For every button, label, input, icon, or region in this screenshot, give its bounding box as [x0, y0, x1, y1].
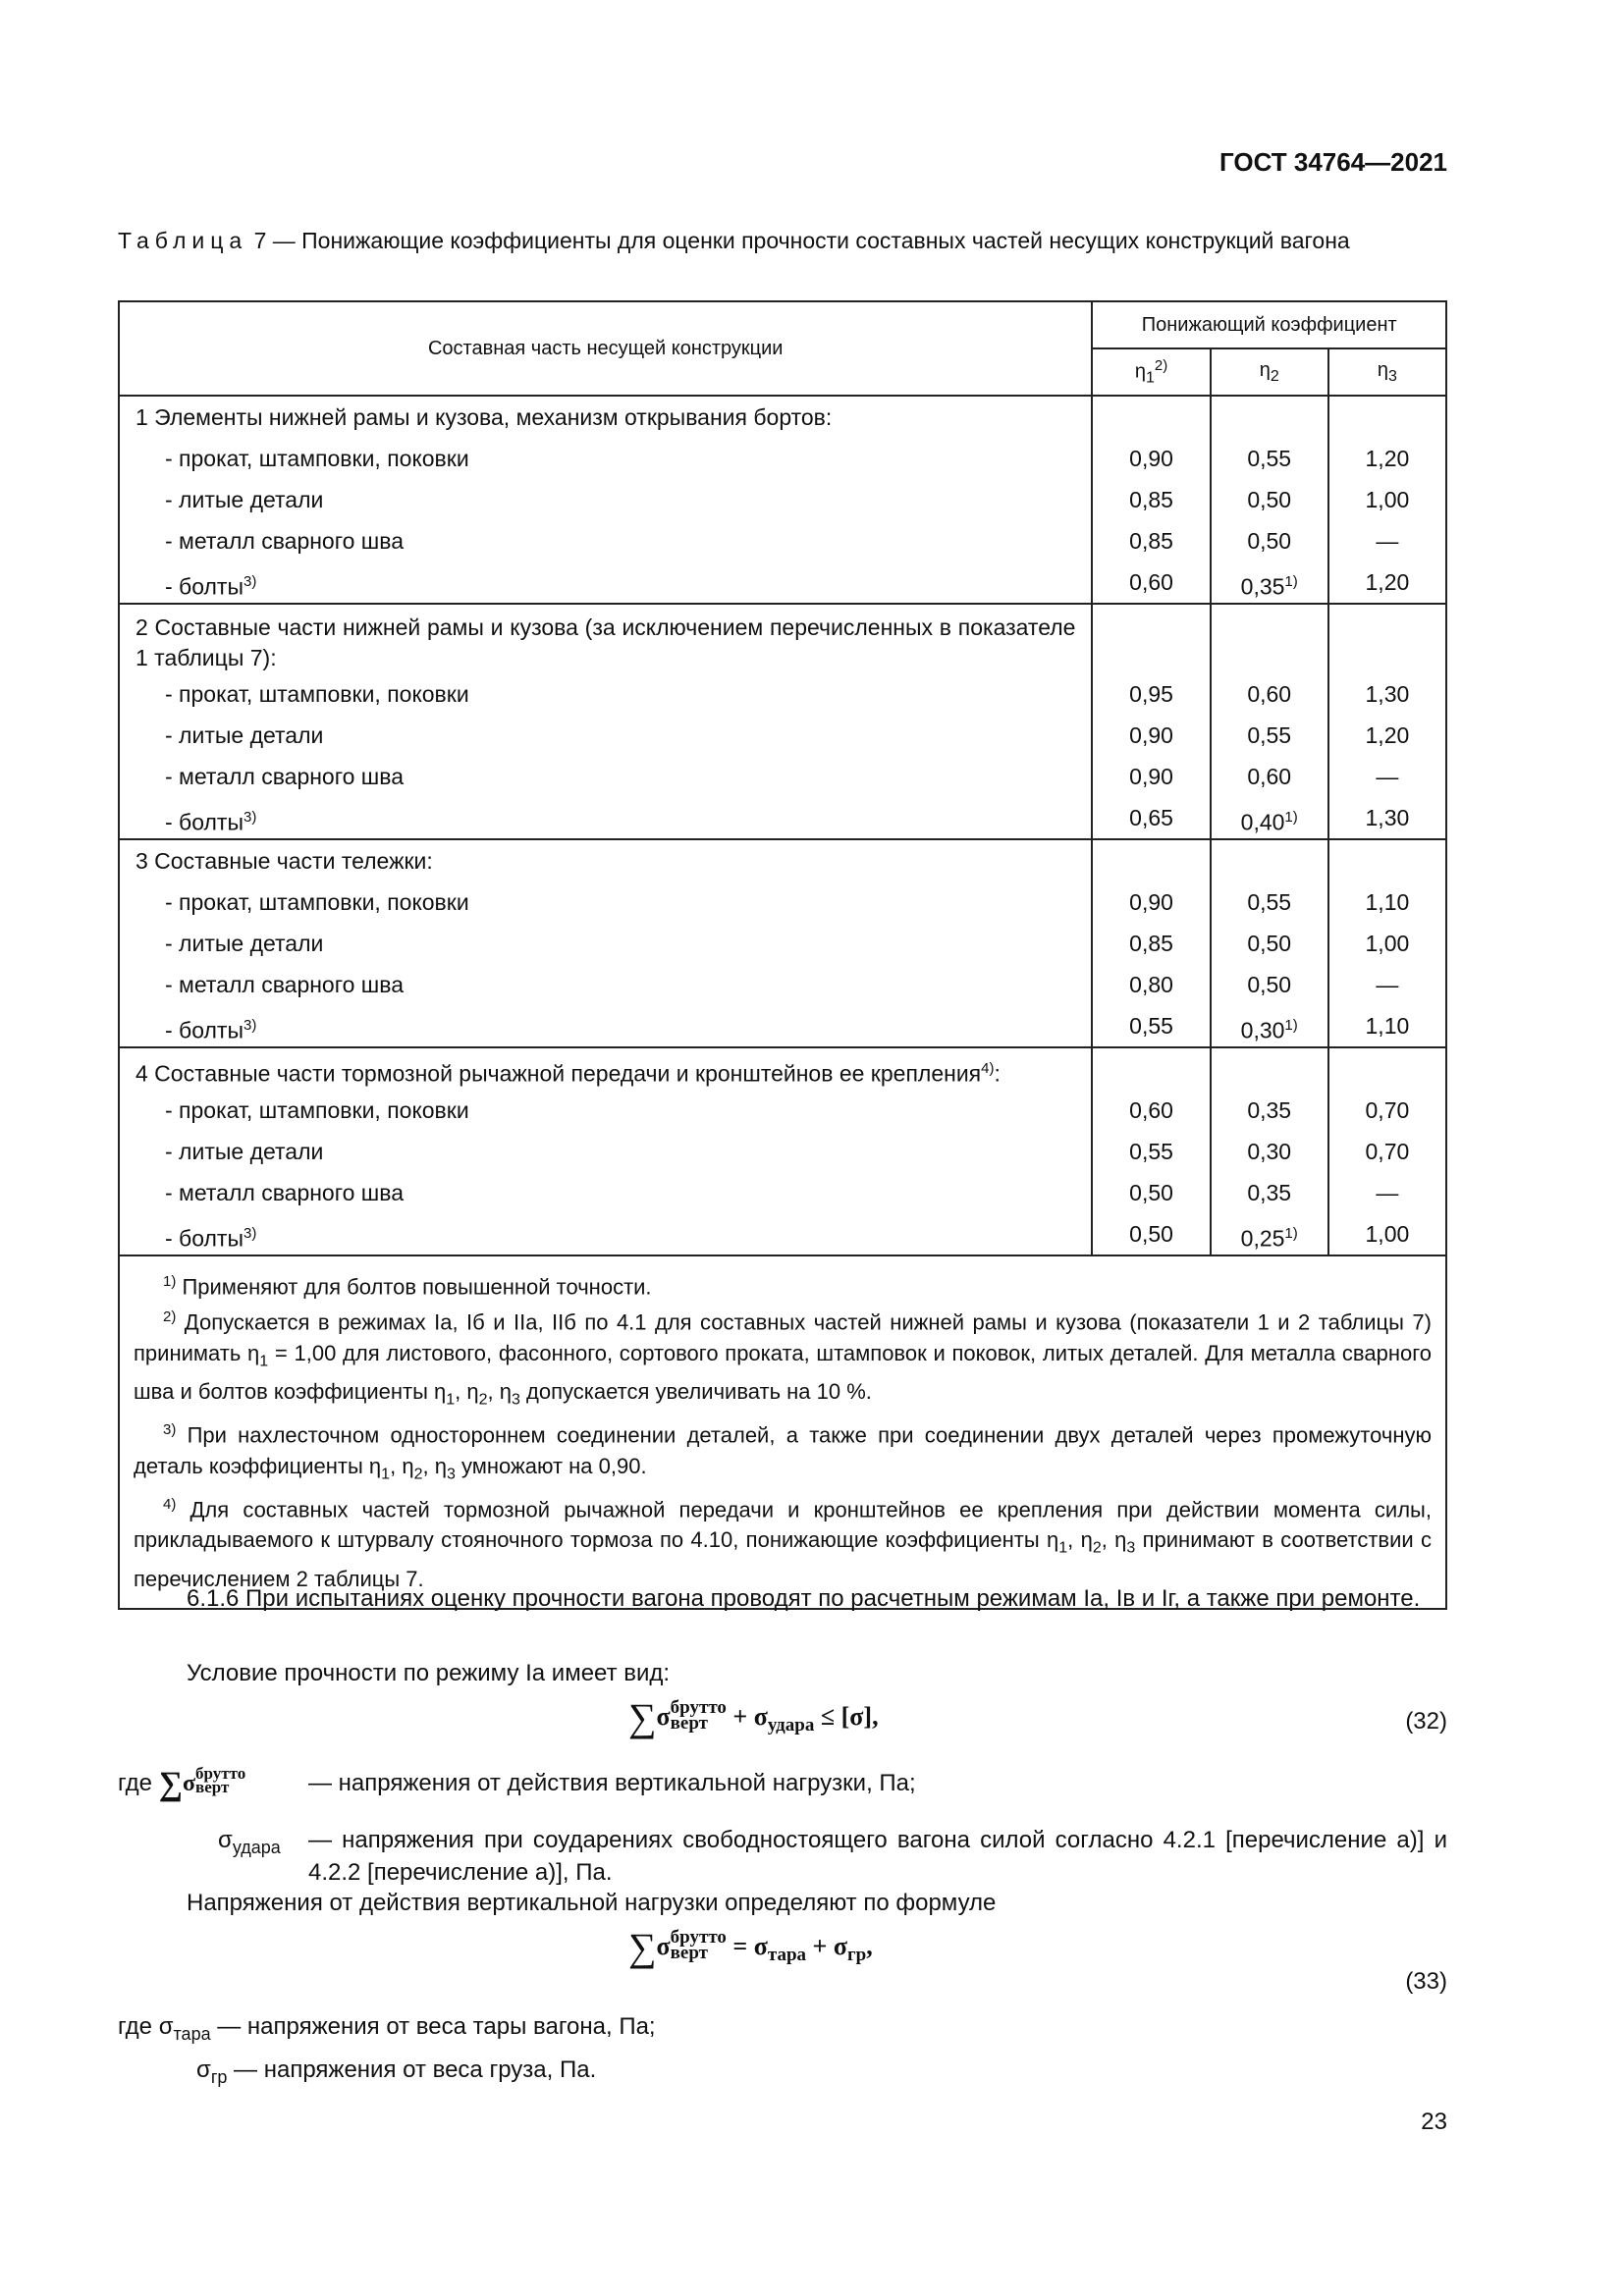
section-title: 4 Составные части тормозной рычажной передачи и кронштейнов ее крепления$^{4)}$:	[135, 1060, 1001, 1087]
formula-33: ∑σ брутто верт = $\sigma_{тара} + \sigma_{гр}$,	[628, 1925, 873, 1969]
definition-sigma-impact-text: — напряжения при соударениях свободностоящего вагона силой согласно 4.2.1 [перечисление а)] и 4.2.2 [перечисление а)], Па.	[308, 1827, 1447, 1886]
coefficients-table	[118, 300, 1447, 1610]
coefficient-e3: 1,10	[1365, 1013, 1410, 1039]
header-coefficient: Понижающий коэффициент	[1092, 301, 1446, 348]
coefficient-e1: 0,60	[1129, 1097, 1173, 1123]
row-label: - литые детали	[165, 931, 324, 956]
header-eta2: $\eta_2$	[1211, 348, 1328, 396]
coefficient-e1: 0,90	[1129, 889, 1173, 915]
coefficient-e2: 0,40$^{1)}$	[1240, 809, 1298, 835]
paragraph-vertical-load: Напряжения от действия вертикальной нагрузки определяют по формуле	[187, 1890, 997, 1916]
definition-sigma-impact: $\sigma_{удара}$	[218, 1827, 281, 1857]
row-label: - литые детали	[165, 722, 324, 748]
table-section	[119, 396, 1446, 604]
coefficient-e3: 1,20	[1365, 446, 1410, 471]
equation-number-33: (33)	[1405, 1968, 1447, 1995]
row-label: - прокат, штамповки, поковки	[165, 446, 469, 471]
header-eta1: $\eta_1^{2)}$	[1092, 348, 1210, 396]
definition-sum-text: — напряжения от действия вертикальной нагрузки, Па;	[308, 1770, 916, 1796]
coefficient-e2: 0,60	[1247, 681, 1292, 707]
coefficient-e2: 0,50	[1247, 528, 1292, 554]
row-label: - прокат, штамповки, поковки	[165, 889, 469, 915]
paragraph-6-1-6: 6.1.6 При испытаниях оценку прочности вагона проводят по расчетным режимам Iа, Iв и Iг, а также при ремонте.	[187, 1585, 1421, 1612]
definition-sigma-cargo: $\sigma_{гр}$ — напряжения от веса груза, Па.	[196, 2056, 597, 2087]
section-title: 3 Составные части тележки:	[135, 848, 433, 874]
coefficient-e1: 0,60	[1129, 569, 1173, 595]
coefficient-e2: 0,50	[1247, 931, 1292, 956]
coefficient-e3: —	[1376, 972, 1399, 997]
table-caption	[118, 226, 1443, 256]
caption-text: 7 — Понижающие коэффициенты для оценки прочности составных частей несущих конструкций вагона	[247, 228, 1350, 253]
coefficient-e1: 0,90	[1129, 722, 1173, 748]
coefficient-e2: 0,35	[1247, 1097, 1292, 1123]
coefficient-e3: 1,00	[1365, 487, 1410, 512]
coefficient-e1: 0,80	[1129, 972, 1173, 997]
coefficient-e3: 1,10	[1365, 889, 1410, 915]
coefficient-e3: —	[1376, 764, 1399, 789]
coefficient-e3: 1,20	[1365, 569, 1410, 595]
table-section	[119, 839, 1446, 1047]
definition-sum: где ∑σ брутто верт	[118, 1764, 246, 1802]
table-section	[119, 604, 1446, 839]
coefficient-e2: 0,55	[1247, 446, 1292, 471]
row-label: - литые детали	[165, 487, 324, 512]
coefficient-e1: 0,90	[1129, 764, 1173, 789]
coefficient-e2: 0,50	[1247, 972, 1292, 997]
coefficient-e1: 0,85	[1129, 931, 1173, 956]
coefficient-e3: 1,20	[1365, 722, 1410, 748]
coefficient-e2: 0,30$^{1)}$	[1240, 1017, 1298, 1043]
row-label: - металл сварного шва	[165, 972, 404, 997]
coefficient-e1: 0,85	[1129, 528, 1173, 554]
table-section	[119, 1047, 1446, 1255]
row-label: - литые детали	[165, 1139, 324, 1164]
coefficient-e3: —	[1376, 528, 1399, 554]
row-label: - болты$^{3)}$	[165, 809, 257, 835]
coefficient-e3: 1,30	[1365, 681, 1410, 707]
coefficient-e1: 0,50	[1129, 1221, 1173, 1247]
table-notes	[119, 1255, 1446, 1609]
section-title: 1 Элементы нижней рамы и кузова, механизм открывания бортов:	[135, 404, 833, 430]
page-number: 23	[1421, 2109, 1447, 2135]
note-1: $^{1)}$ Применяют для болтов повышенной точности.	[163, 1273, 652, 1300]
row-label: - металл сварного шва	[165, 764, 404, 789]
coefficient-e2: 0,55	[1247, 722, 1292, 748]
equation-number-32: (32)	[1405, 1708, 1447, 1735]
row-label: - прокат, штамповки, поковки	[165, 681, 469, 707]
row-label: - металл сварного шва	[165, 1180, 404, 1205]
coefficient-e3: 1,30	[1365, 805, 1410, 830]
coefficient-e3: 0,70	[1365, 1097, 1410, 1123]
coefficient-e3: 0,70	[1365, 1139, 1410, 1164]
note-2: $^{2)}$ Допускается в режимах Iа, Iб и IIа, IIб по 4.1 для составных частей нижней рамы и кузова (показатели 1 и 2 таблицы 7) принимать $\eta_1 = 1,00$ для листового, фасонного, сортового проката, штамповок и поковок, литых деталей. Для металла сварного шва и болтов коэффициенты $\eta_1$, $\eta_2$, $\eta_3$ допускается увеличивать на 10 %.	[134, 1308, 1433, 1409]
header-part: Составная часть несущей конструкции	[119, 301, 1092, 396]
row-label: - болты$^{3)}$	[165, 1225, 257, 1252]
coefficient-e3: 1,00	[1365, 931, 1410, 956]
coefficient-e2: 0,35$^{1)}$	[1240, 573, 1298, 600]
document-id: ГОСТ 34764—2021	[1219, 147, 1447, 177]
header-eta3: $\eta_3$	[1328, 348, 1446, 396]
caption-label: Таблица	[118, 228, 248, 253]
coefficient-e1: 0,65	[1129, 805, 1173, 830]
definition-sigma-tare: где $\sigma_{тара}$ — напряжения от веса тары вагона, Па;	[118, 2013, 656, 2044]
coefficient-e2: 0,55	[1247, 889, 1292, 915]
coefficient-e1: 0,90	[1129, 446, 1173, 471]
note-4: $^{4)}$ Для составных частей тормозной рычажной передачи и кронштейнов ее крепления при действии момента силы, прикладываемого к штурвалу стояночного тормоза по 4.10, понижающие коэффициенты $\eta_1$, $\eta_2$, $\eta_3$ принимают в соответствии с перечислением 2 таблицы 7.	[134, 1496, 1433, 1591]
coefficient-e2: 0,35	[1247, 1180, 1292, 1205]
row-label: - болты$^{3)}$	[165, 573, 257, 600]
row-label: - болты$^{3)}$	[165, 1017, 257, 1043]
row-label: - прокат, штамповки, поковки	[165, 1097, 469, 1123]
coefficient-e3: —	[1376, 1180, 1399, 1205]
section-title: 2 Составные части нижней рамы и кузова (за исключением перечисленных в показателе 1 таблицы 7):	[135, 614, 1076, 670]
coefficient-e3: 1,00	[1365, 1221, 1410, 1247]
coefficient-e2: 0,60	[1247, 764, 1292, 789]
formula-32: ∑σ брутто верт + $\sigma_{удара} \le [\sigma]$,	[628, 1695, 879, 1739]
row-label: - металл сварного шва	[165, 528, 404, 554]
coefficient-e1: 0,95	[1129, 681, 1173, 707]
coefficient-e1: 0,85	[1129, 487, 1173, 512]
coefficient-e1: 0,55	[1129, 1139, 1173, 1164]
coefficient-e2: 0,50	[1247, 487, 1292, 512]
coefficient-e1: 0,50	[1129, 1180, 1173, 1205]
coefficient-e2: 0,30	[1247, 1139, 1292, 1164]
coefficient-e1: 0,55	[1129, 1013, 1173, 1039]
note-3: $^{3)}$ При нахлесточном одностороннем соединении деталей, а также при соединении двух деталей через промежуточную деталь коэффициенты $\eta_1$, $\eta_2$, $\eta_3$ умножают на 0,90.	[134, 1421, 1432, 1483]
paragraph-condition: Условие прочности по режиму Iа имеет вид:	[187, 1660, 671, 1686]
coefficient-e2: 0,25$^{1)}$	[1240, 1225, 1298, 1252]
